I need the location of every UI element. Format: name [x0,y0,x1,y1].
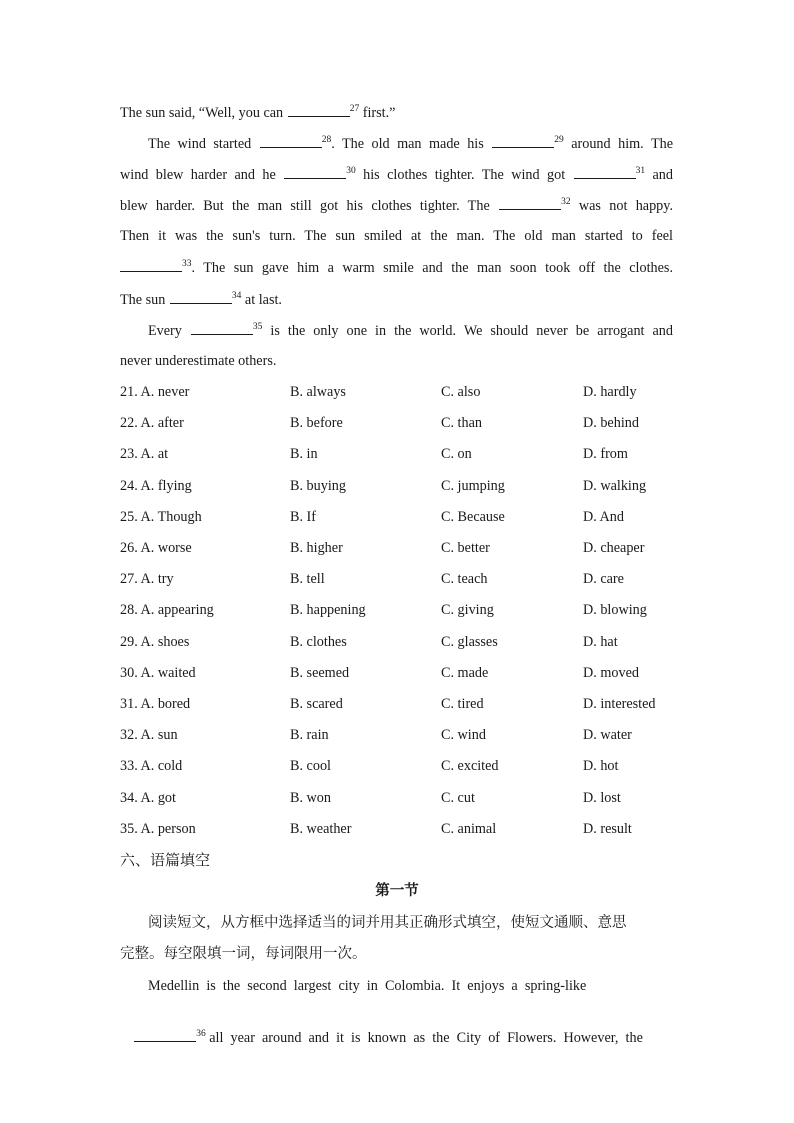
text: The sun [120,292,169,308]
passage-line [120,102,673,123]
option-row [120,569,680,589]
option-d: D. cheaper [583,540,645,556]
blank-number: 29 [554,135,564,145]
option-row [120,538,680,558]
option-c: C. better [441,540,490,556]
blank-number: 36 [196,1029,206,1039]
option-d: D. behind [583,415,639,432]
option-a: 29. A. shoes [120,633,190,650]
text: and [645,167,673,183]
option-a: 26. A. worse [120,540,192,556]
instruction-line: 完整。每空限填一词，每词限用一次。 [120,946,367,962]
option-c: C. animal [441,820,497,837]
option-d: D. hat [583,633,618,650]
option-d: D. walking [583,477,647,494]
option-a: 25. A. Though [120,508,202,525]
option-row [120,507,680,527]
text: . The old man made his [331,136,492,152]
option-c: C. made [441,664,489,681]
text: around him. The [563,136,673,152]
option-c: C. excited [441,758,499,775]
option-b: B. won [290,789,331,806]
blank-number: 33 [182,259,192,269]
blank-line [574,164,636,179]
option-d: D. lost [583,789,621,806]
blank-number: 30 [346,166,356,176]
text: blew harder. But the man still got his clothes tighter. The [120,198,499,214]
option-row [120,632,680,652]
option-row [120,819,680,839]
option-d: D. water [583,727,632,744]
text: his clothes tighter. The wind got [355,167,573,183]
passage-line [148,133,673,154]
option-b: B. clothes [290,633,347,650]
blank-number: 27 [349,104,360,114]
option-b: B. before [290,415,343,432]
blank-line [191,320,253,335]
passage-line [120,289,673,310]
blank-line [120,257,182,272]
text: at last. [241,292,282,308]
blank-line [170,289,232,304]
option-d: D. hardly [583,384,637,400]
option-row [120,663,680,683]
blank-number: 34 [231,291,242,301]
text: first.” [359,105,396,121]
passage-line: Then it was the sun's turn. The sun smiled at the man. The old man started to feel [120,228,673,244]
option-row [120,725,680,745]
text: The sun said, “Well, you can [120,105,287,121]
option-c: C. than [441,415,482,432]
option-a: 30. A. waited [120,664,196,681]
passage-line: Medellin is the second largest city in Colombia. It enjoys a spring-like [148,978,587,994]
instruction-line: 阅读短文，从方框中选择适当的词并用其正确形式填空，使短文通顺、意思 [148,915,627,931]
option-b: B. in [290,446,318,463]
blank-number: 32 [561,197,571,207]
option-b: B. rain [290,727,329,744]
blank-number: 35 [252,322,263,332]
option-d: D. from [583,446,628,463]
option-b: B. weather [290,820,352,837]
option-a: 28. A. appearing [120,602,214,619]
passage-line [120,164,673,185]
option-c: C. glasses [441,633,498,650]
option-a: 27. A. try [120,571,174,588]
text: Every [148,323,190,339]
passage-line [120,195,673,216]
section-subheading: 第一节 [375,883,419,899]
option-b: B. buying [290,477,346,494]
text: is the only one in the world. We should never be arrogant and [262,323,673,339]
option-a: 32. A. sun [120,727,178,744]
option-a: 34. A. got [120,789,176,806]
option-a: 23. A. at [120,446,169,463]
option-c: C. teach [441,571,488,588]
option-c: C. cut [441,789,475,806]
option-row [120,788,680,808]
option-d: D. And [583,508,624,525]
option-d: D. result [583,820,632,837]
option-c: C. tired [441,696,484,712]
blank-line [288,102,350,117]
option-c: C. Because [441,508,505,525]
option-row [120,413,680,433]
option-b: B. happening [290,602,366,619]
option-b: B. scared [290,696,343,712]
blank-line [134,1027,196,1042]
option-b: B. higher [290,540,343,556]
option-c: C. giving [441,602,494,619]
passage-line [148,320,673,341]
passage-line [120,1007,673,1068]
option-b: B. always [290,384,346,400]
option-a: 24. A. flying [120,477,192,494]
option-a: 22. A. after [120,415,184,432]
option-row [120,694,680,714]
option-c: C. wind [441,727,486,744]
option-d: D. blowing [583,602,647,619]
passage-line [120,257,673,278]
option-d: D. moved [583,664,639,681]
option-row [120,756,680,776]
text: was not happy. [570,198,673,214]
option-d: D. hot [583,758,619,775]
option-row [120,444,680,464]
option-c: C. jumping [441,477,505,494]
blank-number: 28 [321,135,332,145]
text: wind blew harder and he [120,167,284,183]
blank-line [284,164,346,179]
option-c: C. also [441,384,481,400]
option-b: B. If [290,508,317,525]
option-c: C. on [441,446,472,463]
text: . The sun gave him a warm smile and the man soon took off the clothes. [191,260,673,276]
text: The wind started [148,136,259,152]
option-a: 21. A. never [120,384,190,400]
option-row [120,476,680,496]
blank-line [260,133,322,148]
option-d: D. care [583,571,624,588]
option-b: B. seemed [290,664,350,681]
option-row [120,382,680,402]
option-a: 31. A. bored [120,696,191,712]
blank-line [499,195,561,210]
option-d: D. interested [583,696,656,712]
passage-line: never underestimate others. [120,353,277,369]
option-row [120,600,680,620]
blank-number: 31 [635,166,646,176]
section-heading: 六、语篇填空 [120,851,211,869]
option-a: 35. A. person [120,820,196,837]
option-b: B. tell [290,571,325,588]
option-b: B. cool [290,758,331,775]
text: all year around and it is known as the City of Flowers. However, the [205,1030,643,1046]
option-a: 33. A. cold [120,758,183,775]
blank-line [492,133,554,148]
